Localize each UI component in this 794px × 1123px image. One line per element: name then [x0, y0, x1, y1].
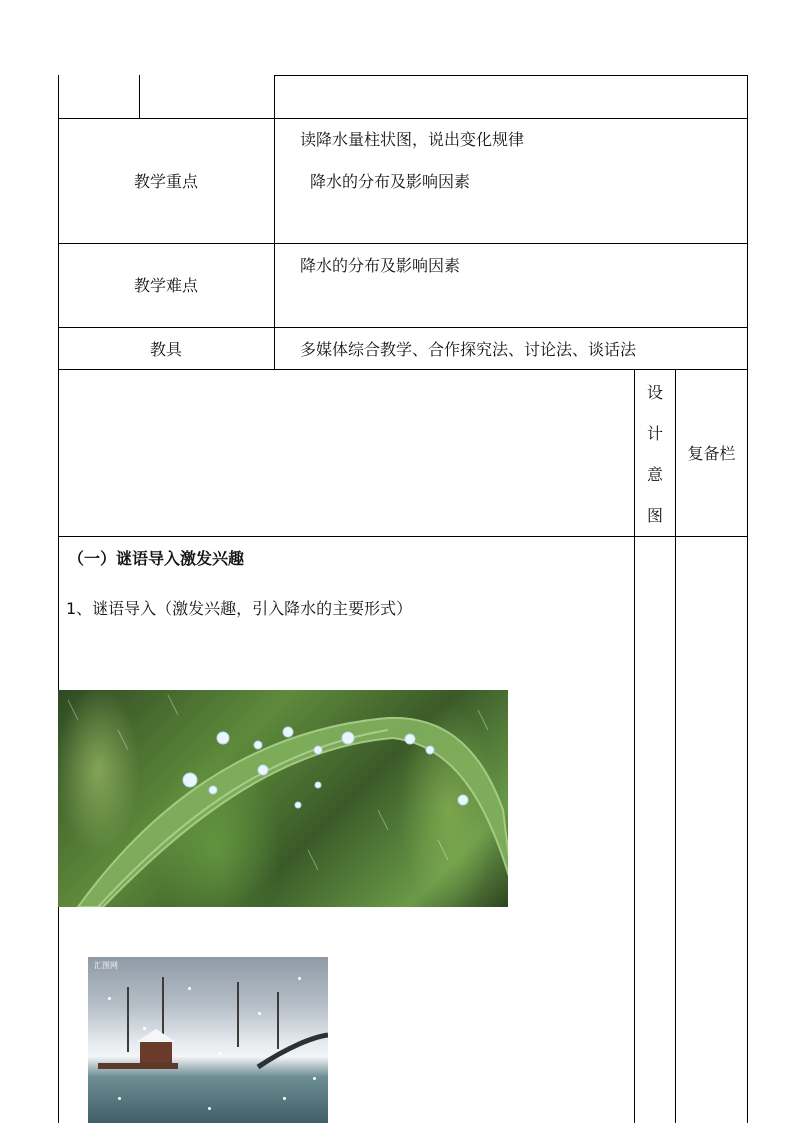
- snow-photo-watermark: 汇图网: [94, 961, 118, 970]
- snowflake: [108, 997, 111, 1000]
- key-points-line-2: 降水的分布及影响因素: [310, 172, 471, 191]
- design-intent-char-1: 设: [646, 383, 663, 402]
- item-1-text: 1、谜语导入（激发兴趣，引入降水的主要形式）: [66, 599, 413, 618]
- key-points-line-1: 读降水量柱状图，说出变化规律: [300, 130, 525, 149]
- section-heading: （一）谜语导入激发兴趣: [68, 549, 245, 568]
- leaf-raindrops-photo: [58, 690, 508, 907]
- key-points-label: 教学重点: [133, 172, 198, 191]
- difficulties-label: 教学难点: [133, 276, 198, 295]
- table-line-label-divider: [274, 75, 275, 369]
- snowflake: [283, 1097, 286, 1100]
- design-intent-header: [635, 372, 675, 536]
- snowflake: [218, 1052, 221, 1055]
- leaf-svg: [58, 690, 508, 907]
- table-line-row5-bottom: [58, 536, 748, 537]
- snowflake: [118, 1097, 121, 1100]
- table-line-row2-bottom: [58, 243, 748, 244]
- snowy-landscape-photo: [88, 957, 328, 1123]
- table-line-row4-bottom: [58, 369, 748, 370]
- table-line-left-inner: [139, 75, 140, 118]
- snowflake: [258, 1012, 261, 1015]
- snowflake: [188, 987, 191, 990]
- review-column-label: 复备栏: [687, 444, 736, 463]
- difficulties-line-1: 降水的分布及影响因素: [300, 256, 461, 275]
- tools-label: 教具: [149, 340, 182, 359]
- tools-value: 多媒体综合教学、合作探究法、讨论法、谈话法: [300, 340, 637, 359]
- table-line-design-right: [675, 369, 676, 1123]
- table-line-right: [747, 75, 748, 1123]
- table-line-top-right: [275, 75, 748, 76]
- design-intent-char-4: 图: [646, 506, 663, 525]
- design-intent-char-3: 意: [646, 465, 663, 484]
- table-line-left: [58, 75, 59, 1123]
- snowflake: [313, 1077, 316, 1080]
- table-line-row1-bottom: [58, 118, 748, 119]
- snow-svg: [88, 957, 328, 1123]
- snowflake: [208, 1107, 211, 1110]
- snowflake: [143, 1027, 146, 1030]
- table-line-row3-bottom: [58, 327, 748, 328]
- design-intent-char-2: 计: [646, 424, 663, 443]
- snowflake: [298, 977, 301, 980]
